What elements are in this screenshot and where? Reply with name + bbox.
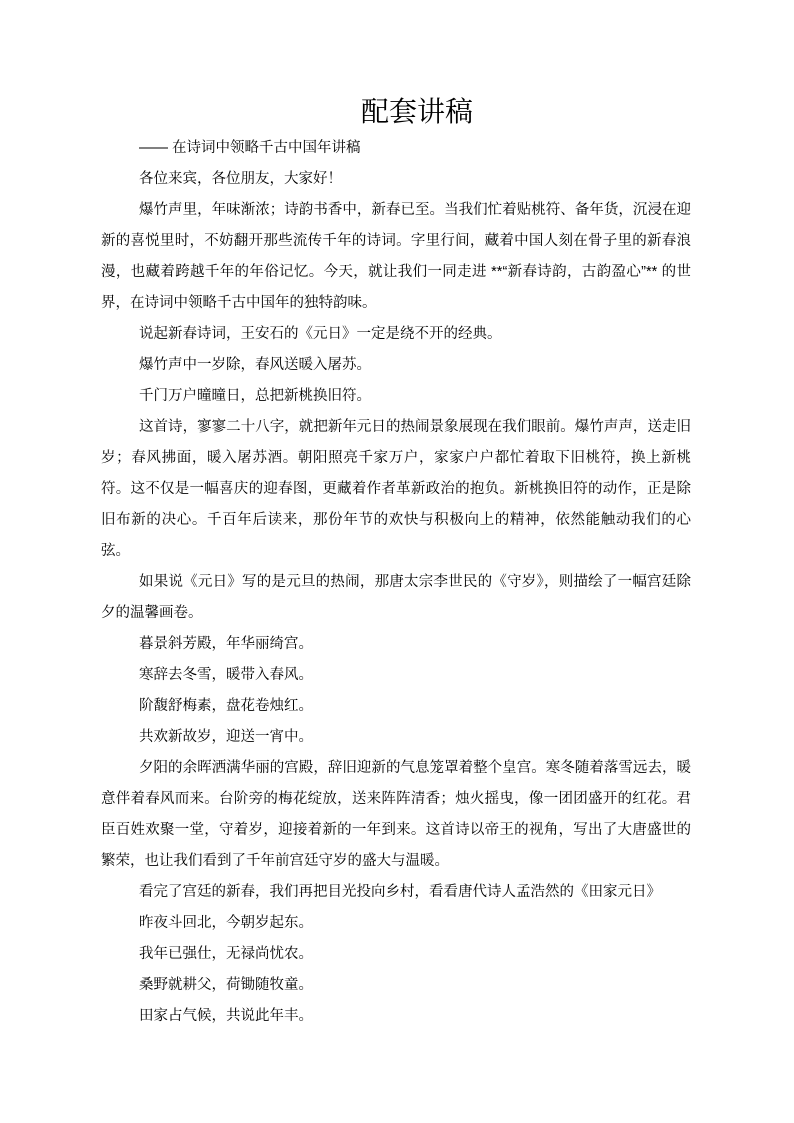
paragraph-body: 说起新春诗词，王安石的《元日》一定是绕不开的经典。: [139, 326, 502, 342]
paragraph-verse: 阶馥舒梅素，盘花卷烛红。: [139, 698, 313, 714]
paragraph-body: 这首诗，寥寥二十八字，就把新年元日的热闹景象展现在我们眼前。爆竹声声，送走旧岁；春风拂面，暖入屠苏酒。朝阳照亮千家万户，家家户户都忙着取下旧桃符，换上新桃符。这不仅是一幅喜庆的迎春图，更藏着作者革新政治的抱负。新桃换旧符的动作，正是除旧布新的决心。千百年后读来，那份年节的欢快与积极向上的精神，依然能触动我们的心弦。: [101, 419, 691, 559]
paragraph-verse: 桑野就耕父，荷锄随牧童。: [139, 977, 313, 993]
paragraph-body: 各位来宾，各位朋友，大家好！: [139, 171, 342, 187]
paragraph-verse: 田家占气候，共说此年丰。: [139, 1008, 313, 1024]
paragraph-verse: 共欢新故岁，迎送一宵中。: [139, 729, 313, 745]
document-body: [101, 133, 691, 1032]
paragraph-verse: 昨夜斗回北，今朝岁起东。: [139, 915, 313, 931]
page-title: 配套讲稿: [360, 97, 473, 128]
paragraph-verse: 千门万户曈曈日，总把新桃换旧符。: [139, 388, 371, 404]
paragraph-subtitle: —— 在诗词中领略千古中国年讲稿: [139, 140, 361, 156]
paragraph-body: 爆竹声里，年味渐浓；诗韵书香中，新春已至。当我们忙着贴桃符、备年货，沉浸在迎新的喜悦里时，不妨翻开那些流传千年的诗词。字里行间，藏着中国人刻在骨子里的新春浪漫，也藏着跨越千年的年俗记忆。今天，就让我们一同走进 **“新春诗韵，古韵盈心”** 的世界，在诗词中领略千古中国年的独特韵味。: [101, 202, 691, 311]
paragraph-body: 看完了宫廷的新春，我们再把目光投向乡村，看看唐代诗人孟浩然的《田家元日》: [139, 884, 661, 900]
paragraph-verse: 寒辞去冬雪，暖带入春风。: [139, 667, 313, 683]
paragraph-verse: 爆竹声中一岁除，春风送暖入屠苏。: [139, 357, 371, 373]
paragraph-verse: 我年已强仕，无禄尚忧农。: [139, 946, 313, 962]
paragraph-body: 如果说《元日》写的是元旦的热闹，那唐太宗李世民的《守岁》，则描绘了一幅宫廷除夕的温馨画卷。: [101, 574, 691, 621]
document-content: [101, 0, 691, 1032]
paragraph-verse: 暮景斜芳殿，年华丽绮宫。: [139, 636, 313, 652]
paragraph-body: 夕阳的余晖洒满华丽的宫殿，辞旧迎新的气息笼罩着整个皇宫。寒冬随着落雪远去，暖意伴着春风而来。台阶旁的梅花绽放，送来阵阵清香；烛火摇曳，像一团团盛开的红花。君臣百姓欢聚一堂，守着岁，迎接着新的一年到来。这首诗以帝王的视角，写出了大唐盛世的繁荣，也让我们看到了千年前宫廷守岁的盛大与温暖。: [101, 760, 691, 869]
